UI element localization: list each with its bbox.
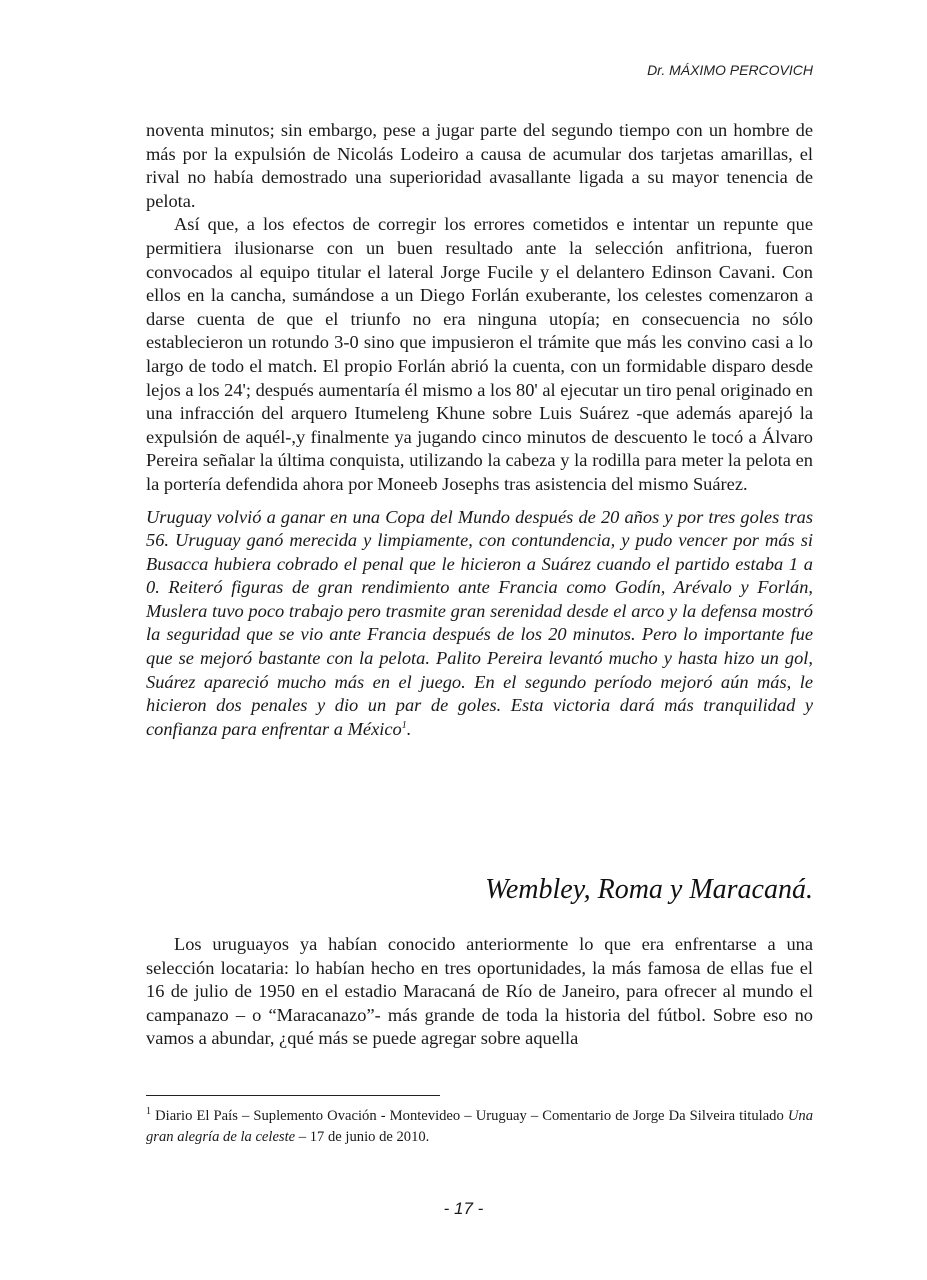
block-quote <box>146 506 813 742</box>
quote-end: . <box>406 718 412 739</box>
section-title: Wembley, Roma y Maracaná. <box>485 874 813 905</box>
page-number: - 17 - <box>443 1199 484 1218</box>
footnote-title: Una gran alegría de la celeste <box>146 1108 813 1145</box>
section-body <box>146 933 813 1051</box>
footnote-marker: 1 <box>146 1106 151 1118</box>
paragraph-match-report: Así que, a los efectos de corregir los errores cometidos e intentar un repunte que permitiera ilusionarse con un buen resultado ante la selección anfitriona, fueron convocados al equipo titular el lateral Jorge Fucile y el delantero Edinson Cavani. Con ellos en la cancha, sumándose a un Diego Forlán exuberante, los celestes comenzaron a darse cuenta de que el triunfo no era ninguna utopía; en consecuencia no sólo establecieron un rotundo 3-0 sino que impusieron el trámite que más les convino casi a lo largo de todo el match. El propio Forlán abrió la cuenta, con un formidable disparo desde lejos a los 24'; después aumentaría él mismo a los 80' al ejecutar un tiro penal originado en una infracción del arquero Itumeleng Khune sobre Luis Suárez -que además aparejó la expulsión de aquél-,y finalmente ya jugando cinco minutos de descuento le tocó a Álvaro Pereira señalar la última conquista, utilizando la cabeza y la rodilla para meter la pelota en la portería defendida ahora por Moneeb Josephs tras asistencia del mismo Suárez. <box>146 214 813 494</box>
quote-text: Uruguay volvió a ganar en una Copa del Mundo después de 20 años y por tres goles tras 56. Uruguay ganó merecida y limpiamente, con contundencia, y pudo vencer por más si Busacca hubiera cobrado el penal que le hicieron a Suárez cuando el partido estaba 1 a 0. Reiteró figuras de gran rendimiento ante Francia como Godín, Arévalo y Forlán, Muslera tuvo poco trabajo pero trasmite gran serenidad desde el arco y la defensa mostró la seguridad que se vio ante Francia después de los 20 minutos. Pero lo importante fue que se mejoró bastante con la pelota. Palito Pereira levantó mucho y hasta hizo un gol, Suárez apareció mucho más en el juego. En el segundo período mejoró aún más, le hicieron dos penales y dio un par de goles. Esta victoria dará más tranquilidad y confianza para enfrentar a México <box>146 506 813 739</box>
footnote-text-before: Diario El País – Suplemento Ovación - Montevideo – Uruguay – Comentario de Jorge Da Silveira titulado <box>151 1108 788 1124</box>
footnote-separator <box>146 1095 440 1096</box>
body-text <box>146 119 813 741</box>
footnote-text-after: – 17 de junio de 2010. <box>295 1129 430 1145</box>
section-paragraph: Los uruguayos ya habían conocido anteriormente lo que era enfrentarse a una selección locataria: lo habían hecho en tres oportunidades, la más famosa de ellas fue el 16 de julio de 1950 en el estadio Maracaná de Río de Janeiro, para ofrecer al mundo el campanazo – o “Maracanazo”- más grande de toda la historia del fútbol. Sobre eso no vamos a abundar, ¿qué más se puede agregar sobre aquella <box>146 934 813 1049</box>
paragraph-continuation: noventa minutos; sin embargo, pese a jugar parte del segundo tiempo con un hombre de más por la expulsión de Nicolás Lodeiro a causa de acumular dos tarjetas amarillas, el rival no había demostrado una superioridad avasallante ligada a su mayor tenencia de pelota. <box>146 120 813 211</box>
running-header-author: Dr. MÁXIMO PERCOVICH <box>647 62 813 78</box>
footnote-reference: 1 <box>401 719 407 731</box>
footnote <box>146 1106 813 1148</box>
